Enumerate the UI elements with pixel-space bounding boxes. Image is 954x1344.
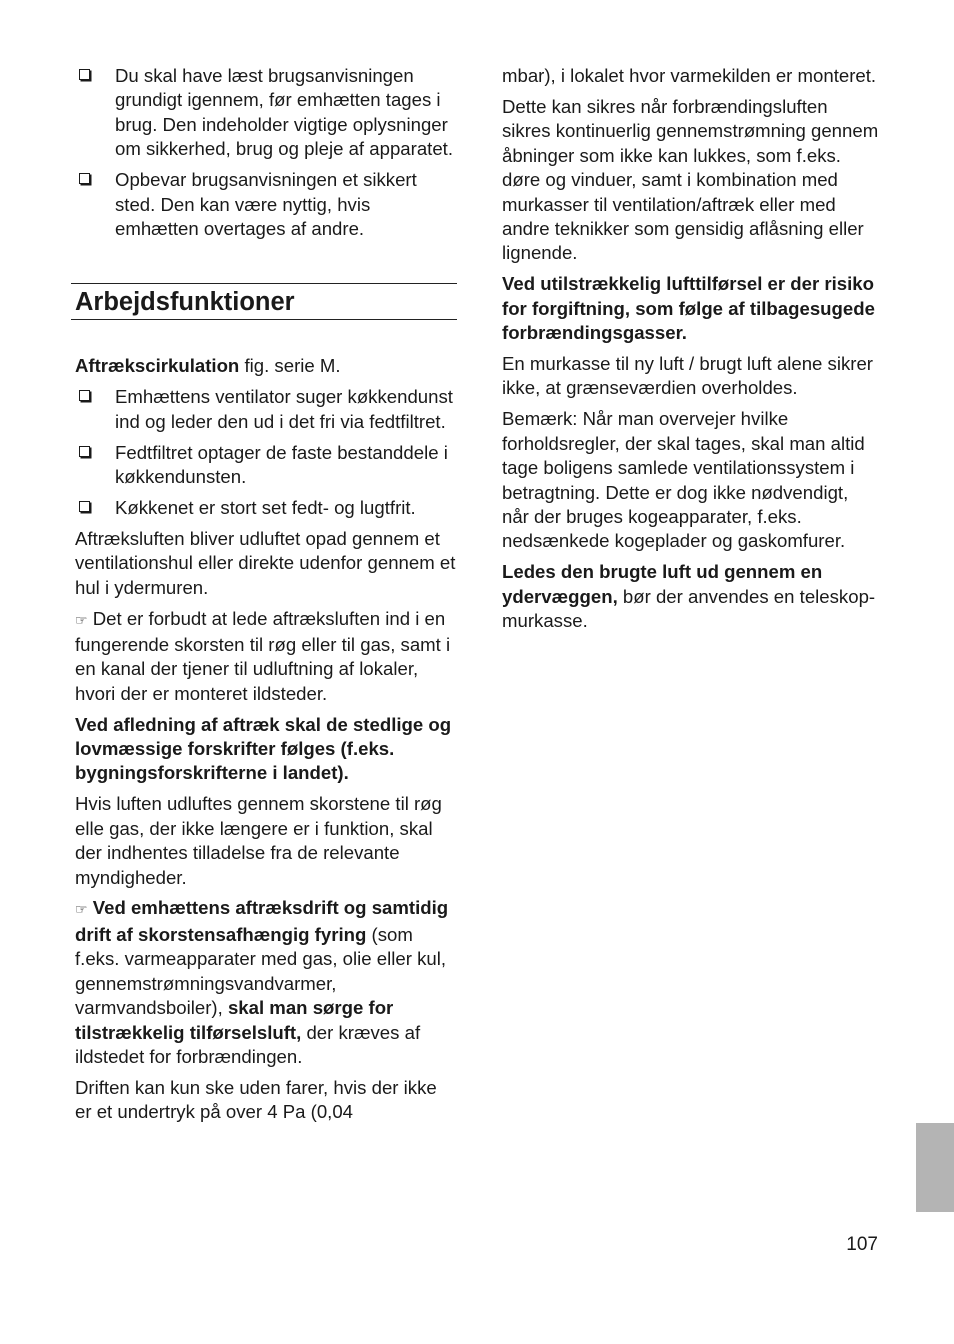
bold-text: Ledes den brugte luft ud gennem en ydervæggen, — [502, 561, 823, 607]
bullet-text: Opbevar brugsanvisningen et sikkert sted. Den kan være nyttig, hvis emhætten overtages af andre. — [115, 169, 417, 239]
lead-bold: Aftrækscirkulation — [75, 355, 240, 377]
pointing-hand-icon: ☞ — [75, 612, 88, 629]
thumb-index-tab — [916, 1123, 954, 1212]
bold-paragraph — [502, 272, 880, 345]
paragraph — [502, 560, 880, 633]
right-column — [502, 64, 880, 640]
paragraph-text: bør der anvendes en teleskop-murkasse. — [502, 585, 876, 632]
warning-paragraph — [75, 607, 457, 707]
paragraph: Bemærk: Når man overvejer hvilke forholdsregler, der skal tages, skal man altid tage boligens samlede ventilationssystem i betragtning. Dette er dog ikke nødvendigt, når der bruges kogeapparater, f.eks. nedsænkede kogeplader og gaskomfurer. — [502, 408, 865, 552]
paragraph-text: der kræves af ildstedet for forbrændingen. — [75, 1021, 421, 1067]
bold-text: Ved afledning af aftræk skal de stedlige og lovmæssige forskrifter følges (f.eks. bygningsforskrifterne i landet). — [75, 713, 452, 784]
paragraph: mbar), i lokalet hvor varmekilden er monteret. — [502, 65, 877, 86]
bullet-text: Du skal have læst brugsanvisningen grundigt igennem, før emhætten tages i brug. Den indeholder vigtige oplysninger om sikkerhed, brug og pleje af apparatet. — [115, 65, 453, 160]
list-item — [75, 441, 457, 490]
lead-line — [75, 354, 457, 378]
paragraph: Aftræksluften bliver udluftet opad gennem et ventilationshul eller direkte udenfor gennem et hul i ydermuren. — [75, 527, 456, 598]
page-number: 107 — [846, 1234, 878, 1255]
bullet-text: Fedtfiltret optager de faste bestanddele i køkkendunsten. — [115, 441, 448, 487]
bold-paragraph — [75, 713, 457, 786]
checkbox-bullet-icon — [79, 501, 90, 512]
paragraph: Hvis luften udluftes gennem skorstene til røg elle gas, der ikke længere er i funktion, skal der indhentes tilladelse fra de relevante myndigheder. — [75, 793, 442, 888]
list-item — [75, 496, 457, 520]
paragraph-text: (som f.eks. varmeapparater med gas, olie eller kul, gennemstrømningsvandvarmer, varmvandsboiler), — [75, 923, 447, 1019]
bullet-text: Køkkenet er stort set fedt- og lugtfrit. — [115, 496, 416, 518]
left-column — [75, 64, 457, 1131]
checkbox-bullet-icon — [79, 390, 90, 401]
warning-paragraph — [75, 896, 457, 1069]
checkbox-bullet-icon — [79, 173, 90, 184]
lead-rest: fig. serie M. — [239, 355, 341, 377]
paragraph-text: Det er forbudt at lede aftræksluften ind i en fungerende skorsten til røg eller til gas, samt i en kanal der tjener til udluftning af lokaler, hvori der er monteret ildsteder. — [75, 607, 451, 704]
paragraph: En murkasse til ny luft / brugt luft alene sikrer ikke, at grænseværdien overholdes. — [502, 352, 873, 399]
list-item — [75, 168, 457, 241]
paragraph: Driften kan kun ske uden farer, hvis der ikke er et undertryk på over 4 Pa (0,04 — [75, 1076, 437, 1123]
paragraph: Dette kan sikres når forbrændingsluften sikres kontinuerlig gennemstrømning gennem åbninger som ikke kan lukkes, som f.eks. døre og vinduer, samt i kombination med murkasser til ventilation/aftræk eller med andre teknikker som gensidig aflåsning eller lignende. — [502, 95, 879, 264]
section-header — [71, 283, 457, 320]
bold-text: Ved emhættens aftræksdrift og samtidig drift af skorstensafhængig fyring — [75, 897, 449, 945]
list-item — [75, 64, 457, 162]
checkbox-bullet-icon — [79, 446, 90, 457]
section-title: Arbejdsfunktioner — [75, 288, 295, 317]
list-item — [75, 385, 457, 434]
pointing-hand-icon: ☞ — [75, 902, 88, 919]
bold-text: Ved utilstrækkelig lufttilførsel er der risiko for forgiftning, som følge af tilbagesugede forbrændingsgasser. — [502, 273, 875, 344]
bullet-text: Emhættens ventilator suger køkkendunst ind og leder den ud i det fri via fedtfiltret. — [115, 386, 453, 432]
bold-text: skal man sørge for tilstrækkelig tilførselsluft, — [75, 997, 394, 1043]
checkbox-bullet-icon — [79, 69, 90, 80]
